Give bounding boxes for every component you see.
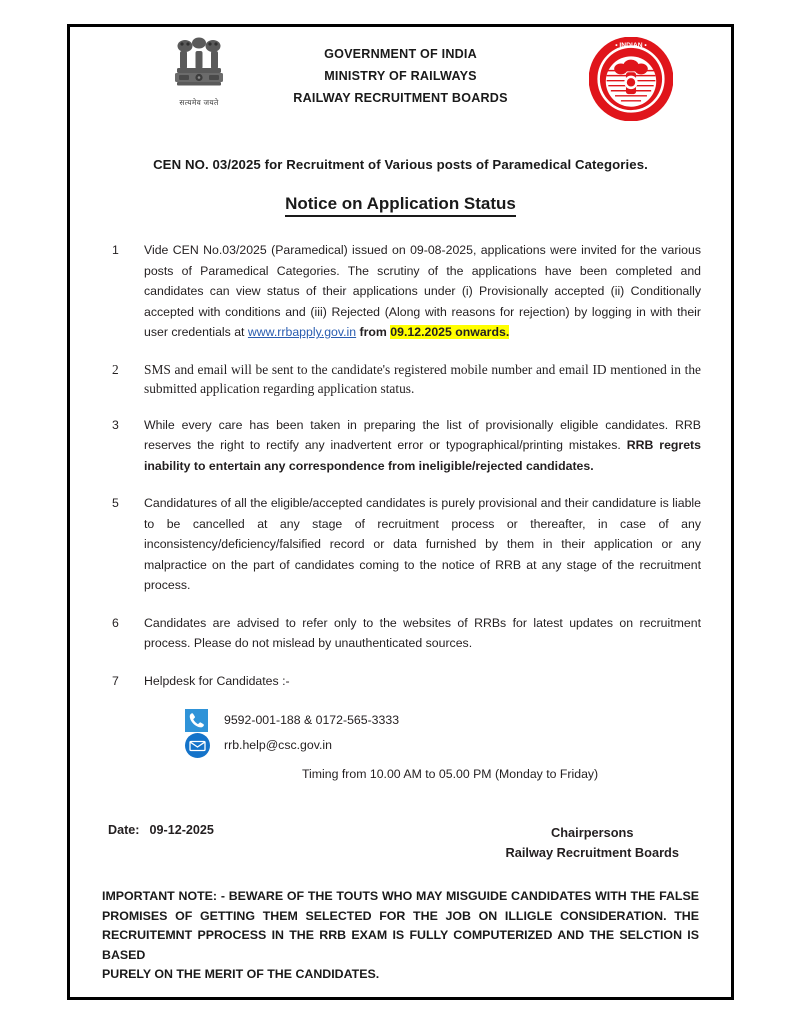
helpdesk-email-row [178, 733, 701, 758]
item-number: 7 [112, 673, 119, 688]
notice-page-frame [67, 24, 734, 1000]
signature-block [100, 823, 701, 865]
signatory [505, 823, 679, 863]
page-title-text: Notice on Application Status [285, 194, 516, 217]
indian-railways-logo-icon [589, 37, 673, 121]
helpdesk-timing: Timing from 10.00 AM to 05.00 PM (Monday to Friday) [302, 767, 599, 781]
cen-heading: CEN NO. 03/2025 for Recruitment of Various posts of Paramedical Categories. [153, 157, 648, 172]
item-text-bold: RRB regrets inability to entertain any correspondence from ineligible/rejected candidates. [144, 438, 701, 473]
item-number: 2 [112, 361, 119, 377]
signatory-org: Railway Recruitment Boards [505, 845, 679, 860]
important-note-body: IMPORTANT NOTE: - BEWARE OF THE TOUTS WHO MAY MISGUIDE CANDIDATES WITH THE FALSE PROMISES OF GETTING THEM SELECTED FOR THE JOB ON ILLIGLE CONSIDERATION. THE RECRUITEMNT PPROCESS IN THE RRB EXAM IS FULLY COMPUTERIZED AND THE SELCTION IS BASED [102, 889, 699, 962]
header-line-ministry: MINISTRY OF RAILWAYS [324, 69, 477, 83]
svg-text:• INDIAN •: • INDIAN • [615, 42, 647, 50]
signatory-title: Chairpersons [550, 825, 634, 840]
notice-item-2 [100, 360, 701, 398]
item-text: SMS and email will be sent to the candidate's registered mobile number and email ID mentioned in the submitted application regarding application status. [144, 361, 701, 396]
notice-item-6 [100, 613, 701, 654]
helpdesk-phone-row [178, 708, 701, 733]
rrbapply-link[interactable]: www.rrbapply.gov.in [247, 325, 357, 339]
important-note [102, 887, 699, 985]
item-text-part1: Vide CEN No.03/2025 (Paramedical) issued on 09-08-2025, applications were invited for the various posts of Paramedical Categories. The scrutiny of the applications have been completed and candidates can view status of their applications under (i) Provisionally accepted (ii) Conditionally accepted with conditions and (iii) Rejected (Along with reasons for rejection) by logging in with their user credentials at [144, 243, 701, 339]
important-note-last-line: PURELY ON THE MERIT OF THE CANDIDATES. [102, 967, 380, 981]
header-line-boards: RAILWAY RECRUITMENT BOARDS [293, 91, 508, 105]
item-text: Candidates are advised to refer only to the websites of RRBs for latest updates on recruitment process. Please do not mislead by unauthenticated sources. [144, 615, 701, 650]
notice-item-5 [100, 493, 701, 596]
item-text: Candidatures of all the eligible/accepted candidates is purely provisional and their candidature is liable to be cancelled at any stage of recruitment process or thereafter, in case of any inconsistency/deficiency/falsified record or data furnished by them in their application or any malpractice on the part of candidates coming to the notice of RRB at any stage of the recruitment process. [144, 496, 701, 592]
item-number: 6 [112, 615, 119, 630]
email-icon [185, 733, 210, 758]
item-text-from: from [356, 325, 391, 339]
item-text: Helpdesk for Candidates :- [144, 673, 290, 688]
page-title [100, 194, 701, 214]
helpdesk-phone-numbers: 9592-001-188 & 0172-565-3333 [224, 713, 400, 727]
notice-page-content [70, 27, 731, 997]
emblem-motto: सत्यमेव जयते [179, 98, 219, 107]
notice-items-list [100, 240, 701, 781]
phone-icon-glyph [185, 709, 208, 732]
header-line-government: GOVERNMENT OF INDIA [324, 47, 477, 61]
helpdesk-contacts [178, 708, 701, 781]
status-date-highlight: 09.12.2025 onwards. [390, 325, 510, 339]
notice-item-7 [100, 671, 701, 692]
item-number: 3 [112, 417, 119, 432]
email-icon-glyph [185, 733, 210, 758]
item-text-part1: While every care has been taken in preparing the list of provisionally eligible candidates. RRB reserves the right to rectify any inadvertent error or typographical/printing mistakes. [144, 417, 701, 452]
notice-item-3 [100, 415, 701, 477]
document-header [100, 35, 701, 131]
notice-item-1 [100, 240, 701, 343]
date-value: 09-12-2025 [149, 823, 214, 837]
item-number: 5 [112, 496, 119, 510]
phone-icon [185, 709, 208, 732]
document-date [108, 823, 214, 837]
date-label: Date: [108, 823, 140, 837]
helpdesk-email-address: rrb.help@csc.gov.in [224, 738, 332, 752]
item-number: 1 [112, 243, 119, 257]
